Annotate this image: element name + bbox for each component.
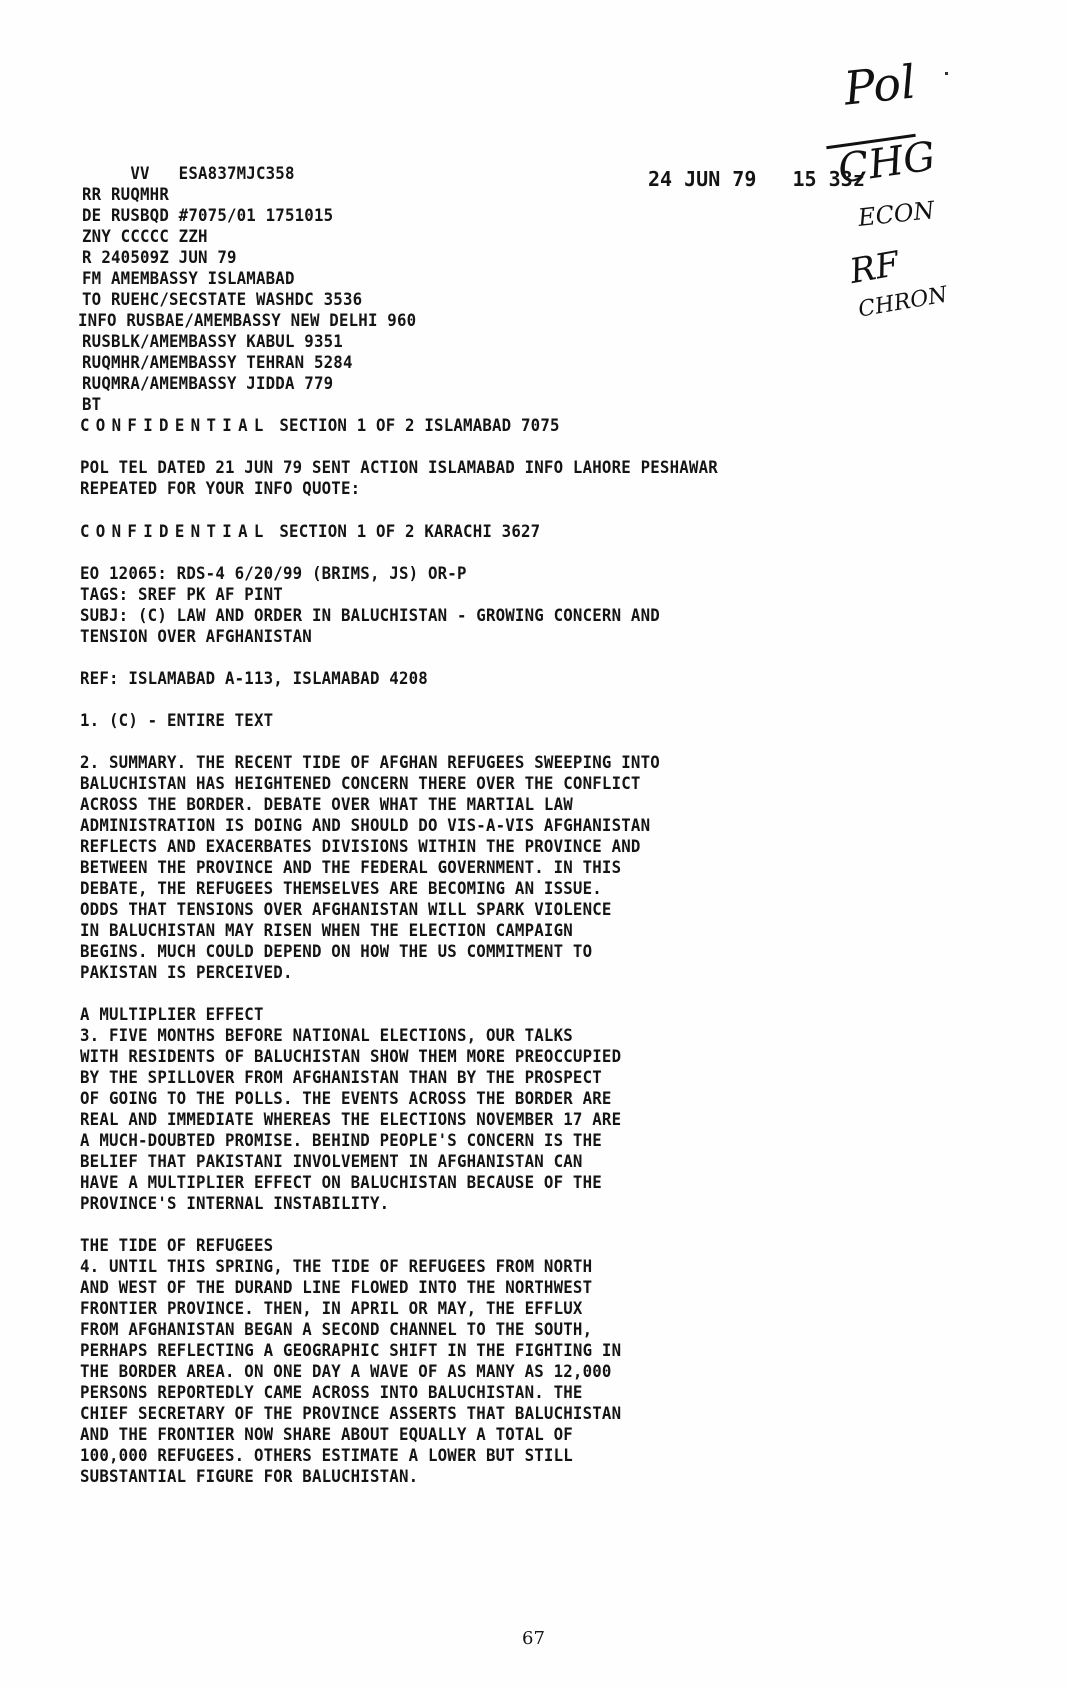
header-line: RUQMRA/AMEMBASSY JIDDA 779 [82,374,334,393]
header-line: TO RUEHC/SECSTATE WASHDC 3536 [82,290,363,309]
para4-line: 100,000 REFUGEES. OTHERS ESTIMATE A LOWER BUT STILL [80,1446,573,1465]
para3-line: WITH RESIDENTS OF BALUCHISTAN SHOW THEM MORE PREOCCUPIED [80,1047,622,1066]
header-line: VV ESA837MJC358 [82,164,295,183]
handwritten-rf: RF [846,244,903,292]
para2-line: PAKISTAN IS PERCEIVED. [80,963,293,982]
para4-line: CHIEF SECRETARY OF THE PROVINCE ASSERTS THAT BALUCHISTAN [80,1404,622,1423]
subject-line: TENSION OVER AFGHANISTAN [80,627,312,646]
para3-line: BELIEF THAT PAKISTANI INVOLVEMENT IN AFGHANISTAN CAN [80,1152,583,1171]
ref-line: REF: ISLAMABAD A-113, ISLAMABAD 4208 [80,669,428,688]
para4-line: AND THE FRONTIER NOW SHARE ABOUT EQUALLY A TOTAL OF [80,1425,573,1444]
para2-line: DEBATE, THE REFUGEES THEMSELVES ARE BECOMING AN ISSUE. [80,879,602,898]
para2-line: BEGINS. MUCH COULD DEPEND ON HOW THE US COMMITMENT TO [80,942,593,961]
header-line: INFO RUSBAE/AMEMBASSY NEW DELHI 960 [78,311,417,330]
para2-line: REFLECTS AND EXACERBATES DIVISIONS WITHIN THE PROVINCE AND [80,837,641,856]
header-line: RUQMHR/AMEMBASSY TEHRAN 5284 [82,353,353,372]
para3-line: OF GOING TO THE POLLS. THE EVENTS ACROSS THE BORDER ARE [80,1089,612,1108]
para3-line: A MUCH-DOUBTED PROMISE. BEHIND PEOPLE'S CONCERN IS THE [80,1131,602,1150]
pol-tel-line: REPEATED FOR YOUR INFO QUOTE: [80,479,361,498]
header-line: ZNY CCCCC ZZH [82,227,208,246]
scan-speck [945,72,948,75]
header-line: DE RUSBQD #7075/01 1751015 [82,206,334,225]
classification-label: CONFIDENTIAL [80,522,270,541]
para4-line: PERHAPS REFLECTING A GEOGRAPHIC SHIFT IN THE FIGHTING IN [80,1341,622,1360]
para2-line: ADMINISTRATION IS DOING AND SHOULD DO VIS-A-VIS AFGHANISTAN [80,816,651,835]
tags-line: TAGS: SREF PK AF PINT [80,585,283,604]
para2-line: BALUCHISTAN HAS HEIGHTENED CONCERN THERE OVER THE CONFLICT [80,774,641,793]
classification-line-islamabad [80,416,560,436]
header-line: BT [82,395,102,414]
para2-line: IN BALUCHISTAN MAY RISEN WHEN THE ELECTION CAMPAIGN [80,921,573,940]
para4-line: PERSONS REPORTEDLY CAME ACROSS INTO BALUCHISTAN. THE [80,1383,583,1402]
para4-line: FROM AFGHANISTAN BEGAN A SECOND CHANNEL TO THE SOUTH, [80,1320,593,1339]
para4-line: AND WEST OF THE DURAND LINE FLOWED INTO THE NORTHWEST [80,1278,593,1297]
handwritten-chron: CHRON [856,282,950,323]
para2-line: BETWEEN THE PROVINCE AND THE FEDERAL GOVERNMENT. IN THIS [80,858,622,877]
para3-line: HAVE A MULTIPLIER EFFECT ON BALUCHISTAN BECAUSE OF THE [80,1173,602,1192]
classification-label: CONFIDENTIAL [80,416,270,435]
para3-line: PROVINCE'S INTERNAL INSTABILITY. [80,1194,390,1213]
header-line: FM AMEMBASSY ISLAMABAD [82,269,295,288]
paragraph-1: 1. (C) - ENTIRE TEXT [80,711,274,730]
handwritten-chg: CHG [835,133,939,193]
para3-line: 3. FIVE MONTHS BEFORE NATIONAL ELECTIONS, OUR TALKS [80,1026,573,1045]
para2-line: ACROSS THE BORDER. DEBATE OVER WHAT THE MARTIAL LAW [80,795,573,814]
para2-line: 2. SUMMARY. THE RECENT TIDE OF AFGHAN REFUGEES SWEEPING INTO [80,753,660,772]
handwritten-econ: ECON [856,196,936,232]
para3-line: REAL AND IMMEDIATE WHEREAS THE ELECTIONS NOVEMBER 17 ARE [80,1110,622,1129]
header-line: R 240509Z JUN 79 [82,248,237,267]
para4-line: SUBSTANTIAL FIGURE FOR BALUCHISTAN. [80,1467,419,1486]
section-heading-multiplier: A MULTIPLIER EFFECT [80,1005,264,1024]
section-heading-refugees: THE TIDE OF REFUGEES [80,1236,274,1255]
classification-line-karachi [80,522,540,542]
handwritten-pol: Pol [841,54,919,116]
date-time-stamp: 24 JUN 79 15 33z [648,167,865,191]
pol-tel-line: POL TEL DATED 21 JUN 79 SENT ACTION ISLAMABAD INFO LAHORE PESHAWAR [80,458,718,477]
para3-line: BY THE SPILLOVER FROM AFGHANISTAN THAN BY THE PROSPECT [80,1068,602,1087]
eo-line: EO 12065: RDS-4 6/20/99 (BRIMS, JS) OR-P [80,564,467,583]
section-ref: SECTION 1 OF 2 ISLAMABAD 7075 [269,416,560,435]
header-line: RR RUQMHR [82,185,169,204]
para4-line: FRONTIER PROVINCE. THEN, IN APRIL OR MAY, THE EFFLUX [80,1299,583,1318]
para4-line: THE BORDER AREA. ON ONE DAY A WAVE OF AS MANY AS 12,000 [80,1362,612,1381]
header-line: RUSBLK/AMEMBASSY KABUL 9351 [82,332,343,351]
subject-line: SUBJ: (C) LAW AND ORDER IN BALUCHISTAN - GROWING CONCERN AND [80,606,660,625]
para2-line: ODDS THAT TENSIONS OVER AFGHANISTAN WILL SPARK VIOLENCE [80,900,612,919]
para4-line: 4. UNTIL THIS SPRING, THE TIDE OF REFUGEES FROM NORTH [80,1257,593,1276]
page-number: 67 [522,1628,545,1649]
section-ref: SECTION 1 OF 2 KARACHI 3627 [269,522,541,541]
